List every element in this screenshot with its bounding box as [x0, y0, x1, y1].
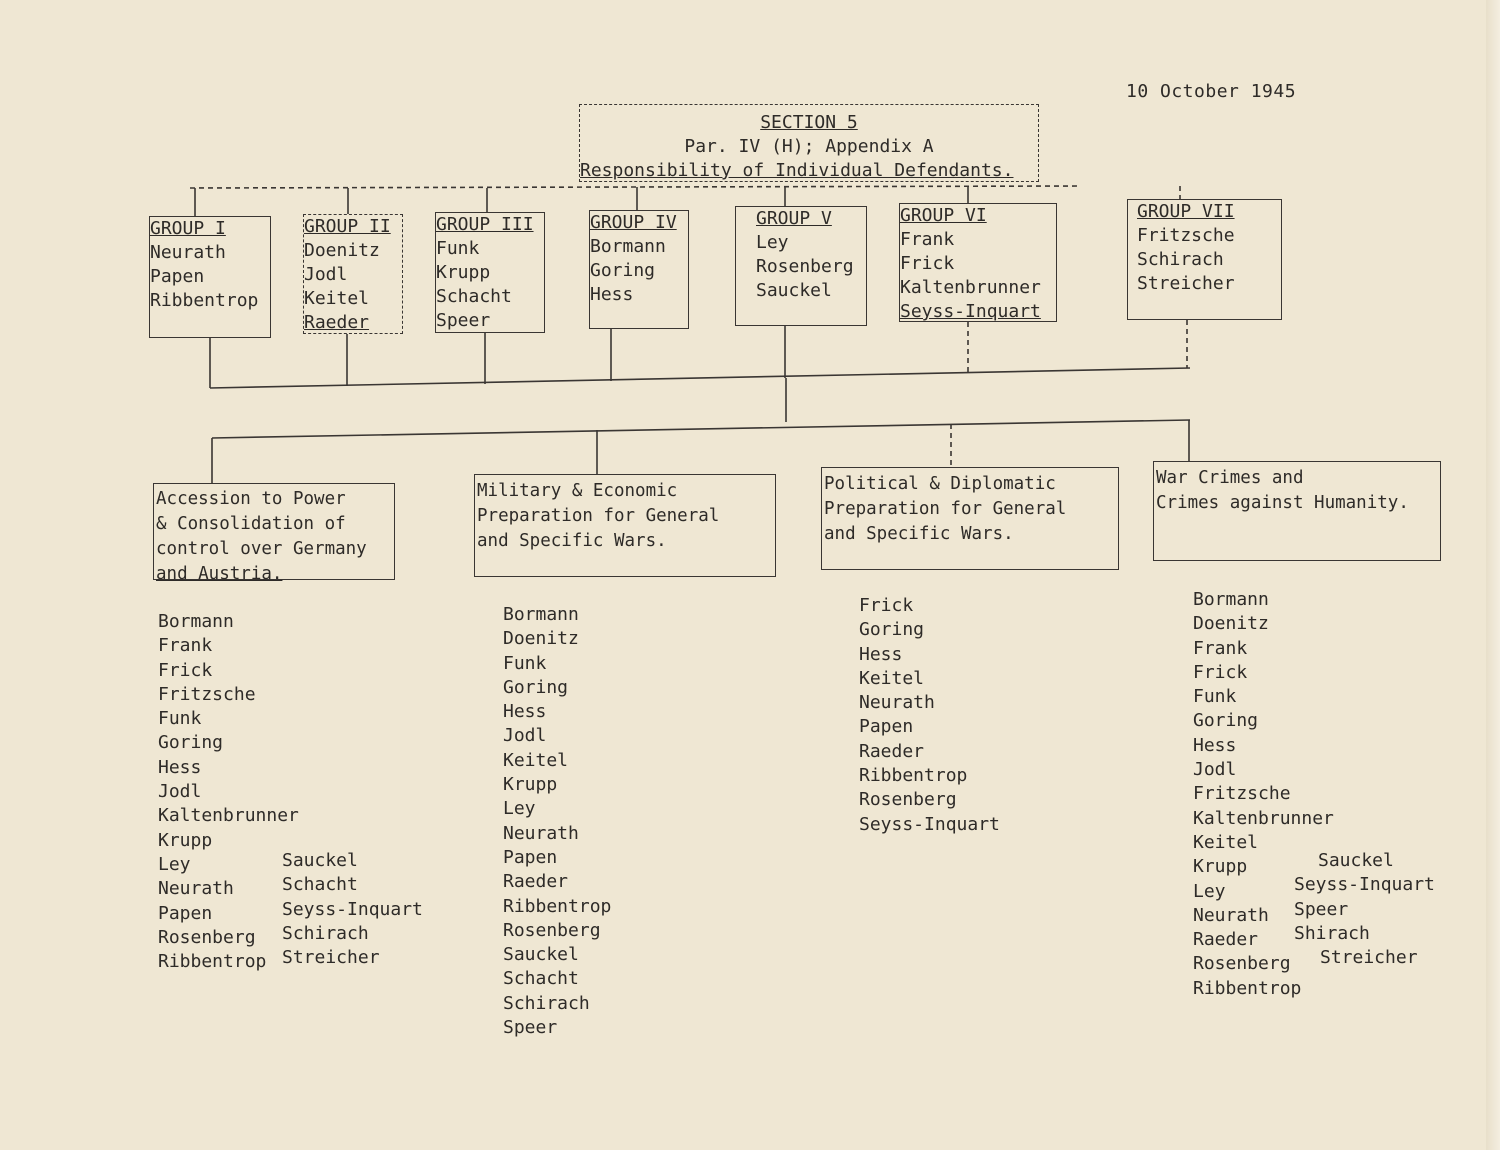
group-member: Ribbentrop [150, 290, 259, 311]
defendant-name: Frank [1193, 637, 1248, 659]
defendant-name: Krupp [503, 774, 558, 796]
defendant-name: Ribbentrop [158, 951, 267, 973]
section-subtitle: Responsibility of Individual Defendants. [580, 160, 1014, 181]
group-member: Fritzsche [1137, 225, 1235, 246]
group-label: GROUP VII [1137, 201, 1235, 222]
defendant-name: Ribbentrop [859, 765, 968, 787]
defendant-name: Funk [1193, 686, 1237, 708]
group-member: Funk [436, 238, 480, 259]
category-4-list-col2 [1294, 849, 1435, 970]
defendant-name: Krupp [158, 829, 213, 851]
defendant-name: Seyss-Inquart [282, 898, 423, 920]
defendant-name: Keitel [503, 749, 569, 771]
document-date: 10 October 1945 [1126, 81, 1297, 102]
defendant-name: Goring [1193, 710, 1259, 732]
group-label: GROUP V [756, 208, 832, 229]
group-label: GROUP III [436, 214, 534, 235]
defendant-name: Schacht [282, 874, 358, 896]
category-label-line: Political & Diplomatic [824, 474, 1056, 494]
section-title: SECTION 5 [760, 112, 858, 133]
defendant-name: Kaltenbrunner [1193, 807, 1334, 829]
category-label-line: and Specific Wars. [824, 524, 1014, 544]
defendant-name: Ley [158, 853, 191, 875]
group-box [435, 212, 545, 333]
group-member: Schacht [436, 286, 512, 307]
defendant-name: Speer [503, 1017, 558, 1039]
group-member: Frick [900, 253, 955, 274]
defendant-name: Frank [158, 635, 213, 657]
defendant-name: Frick [1193, 661, 1248, 683]
defendant-name: Neurath [1193, 904, 1269, 926]
section-paragraph-ref: Par. IV (H); Appendix A [684, 136, 934, 157]
group-member: Neurath [150, 242, 226, 263]
category-1-list-col1 [158, 610, 299, 974]
defendant-name: Fritzsche [1193, 783, 1291, 805]
group-member: Rosenberg [756, 256, 854, 277]
defendant-name: Bormann [1193, 589, 1269, 610]
group-member: Bormann [590, 236, 666, 257]
defendant-name: Keitel [1193, 831, 1259, 853]
category-label-line: and Austria. [156, 564, 283, 584]
defendant-name: Sauckel [1318, 850, 1394, 871]
group-member: Ley [756, 232, 789, 253]
defendant-name: Goring [503, 676, 569, 698]
defendant-name: Funk [158, 708, 202, 730]
defendant-name: Sauckel [503, 944, 579, 966]
defendant-name: Keitel [859, 667, 925, 689]
defendant-name: Goring [158, 732, 224, 754]
defendant-name: Fritzsche [158, 683, 256, 705]
category-label-line: Military & Economic [477, 481, 678, 501]
defendant-name: Bormann [158, 611, 234, 632]
category-label-line: Crimes against Humanity. [1156, 493, 1409, 513]
group-box [899, 203, 1057, 322]
group-box [303, 214, 403, 334]
category-label-line: War Crimes and [1156, 468, 1304, 488]
group-label: GROUP VI [900, 205, 987, 226]
defendant-name: Neurath [859, 692, 935, 714]
group-member: Hess [590, 284, 634, 305]
group-box [589, 210, 689, 329]
category-2-list [503, 603, 611, 1040]
defendant-name: Hess [859, 643, 903, 665]
group-box [149, 216, 271, 338]
category-3-list [859, 594, 1000, 837]
defendant-name: Streicher [1320, 947, 1418, 969]
category-label-line: & Consolidation of [156, 514, 346, 534]
defendant-name: Bormann [503, 604, 579, 625]
group-member: Schirach [1137, 249, 1224, 270]
defendant-name: Schirach [503, 992, 590, 1014]
defendant-name: Streicher [282, 947, 380, 969]
defendant-name: Papen [859, 716, 914, 738]
defendant-name: Raeder [503, 871, 569, 893]
group-member: Sauckel [756, 280, 832, 301]
defendant-name: Krupp [1193, 856, 1248, 878]
category-box [153, 483, 395, 584]
defendant-name: Goring [859, 619, 925, 641]
defendant-name: Neurath [503, 822, 579, 844]
category-box [821, 467, 1119, 570]
category-label-line: Preparation for General [477, 506, 720, 526]
defendant-name: Kaltenbrunner [158, 805, 299, 827]
defendant-name: Ley [1193, 880, 1226, 902]
defendant-name: Ley [503, 798, 536, 820]
group-box [735, 206, 867, 326]
defendant-name: Shirach [1294, 922, 1370, 944]
category-label-line: Accession to Power [156, 489, 346, 509]
defendant-name: Jodl [158, 781, 202, 803]
group-member: Keitel [304, 288, 370, 309]
defendant-name: Frick [158, 659, 213, 681]
category-box [1153, 461, 1441, 561]
defendant-name: Jodl [503, 725, 547, 747]
defendant-name: Rosenberg [158, 926, 256, 948]
defendant-name: Schacht [503, 968, 579, 990]
group-label: GROUP II [304, 216, 391, 237]
group-member: Speer [436, 310, 491, 331]
defendant-name: Hess [1193, 734, 1237, 756]
defendant-name: Papen [158, 902, 213, 924]
defendant-name: Raeder [859, 740, 925, 762]
group-label: GROUP I [150, 218, 226, 239]
defendant-name: Doenitz [503, 628, 579, 650]
defendant-name: Funk [503, 652, 547, 674]
group-member: Doenitz [304, 240, 380, 261]
group-label: GROUP IV [590, 212, 677, 233]
group-member: Papen [150, 266, 205, 287]
defendant-name: Sauckel [282, 850, 358, 871]
defendant-name: Rosenberg [503, 919, 601, 941]
group-member: Krupp [436, 262, 491, 283]
group-member: Frank [900, 229, 955, 250]
defendant-name: Ribbentrop [503, 895, 612, 917]
defendant-name: Neurath [158, 878, 234, 900]
defendant-name: Ribbentrop [1193, 977, 1302, 999]
group-box [1127, 199, 1282, 320]
group-member: Raeder [304, 312, 370, 333]
group-member: Seyss-Inquart [900, 301, 1041, 322]
category-1-list-col2 [282, 849, 423, 970]
defendant-name: Hess [503, 701, 547, 723]
group-member: Goring [590, 260, 656, 281]
defendant-name: Speer [1294, 898, 1349, 920]
category-label-line: Preparation for General [824, 499, 1067, 519]
category-box [474, 474, 776, 577]
paper-edge [1486, 0, 1500, 1150]
defendant-name: Doenitz [1193, 613, 1269, 635]
defendant-name: Seyss-Inquart [1294, 874, 1435, 896]
defendant-name: Frick [859, 595, 914, 616]
defendant-name: Seyss-Inquart [859, 813, 1000, 835]
group-member: Kaltenbrunner [900, 277, 1041, 298]
defendant-name: Rosenberg [1193, 953, 1291, 975]
category-label-line: control over Germany [156, 539, 367, 559]
defendant-name: Rosenberg [859, 789, 957, 811]
group-member: Jodl [304, 264, 348, 285]
defendant-name: Papen [503, 846, 558, 868]
group-member: Streicher [1137, 273, 1235, 294]
category-label-line: and Specific Wars. [477, 531, 667, 551]
defendant-name: Hess [158, 756, 202, 778]
defendant-name: Raeder [1193, 929, 1259, 951]
defendant-name: Schirach [282, 922, 369, 944]
section-header-box [579, 104, 1039, 182]
defendant-name: Jodl [1193, 759, 1237, 781]
